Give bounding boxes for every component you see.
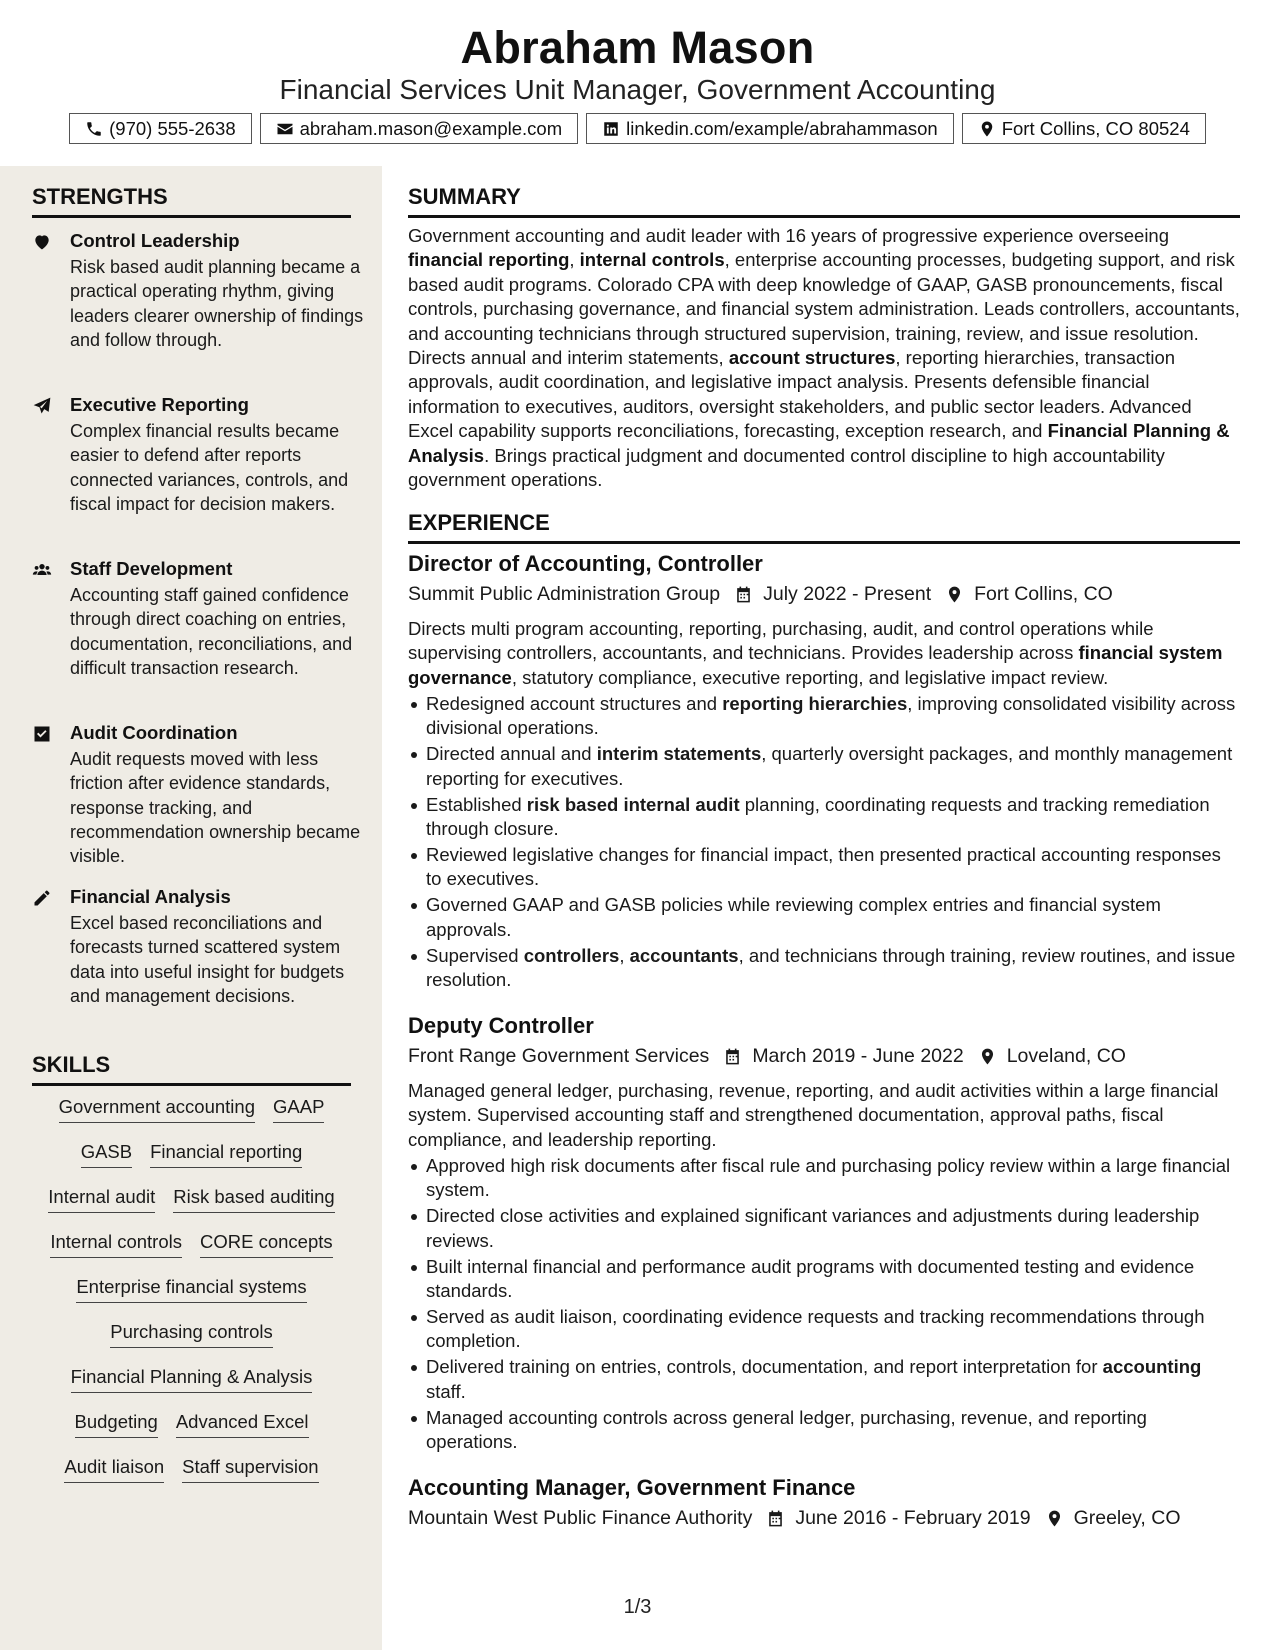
heart-icon <box>32 232 54 254</box>
job-company: Summit Public Administration Group <box>408 583 721 605</box>
job-meta <box>408 1045 1126 1068</box>
summary-heading: SUMMARY <box>408 184 1240 218</box>
skill-tag: CORE concepts <box>200 1231 333 1258</box>
job-title: Director of Accounting, Controller <box>408 551 763 576</box>
page-number: 1/3 <box>623 1596 652 1618</box>
bullet-item <box>408 843 1240 892</box>
strength-description: Risk based audit planning became a practical operating rhythm, giving leaders clearer ownership of findings and follow through. <box>70 257 364 350</box>
text-run: , statutory compliance, executive reporting, and legislative impact review. <box>511 666 1109 688</box>
job-title: Deputy Controller <box>408 1013 594 1038</box>
text-run: . Brings practical judgment and documented control discipline to high accountability government operations. <box>408 444 1165 491</box>
envelope-icon <box>276 120 294 138</box>
email-text: abraham.mason@example.com <box>299 117 563 139</box>
experience-heading: EXPERIENCE <box>408 510 1240 544</box>
bullet-item <box>408 1154 1240 1203</box>
bold-text: financial system governance <box>408 642 1223 688</box>
candidate-name: Abraham Mason <box>460 22 815 73</box>
bold-text: controllers <box>523 944 620 966</box>
text-run: , enterprise accounting processes, budgeting support, and risk based audit programs. Colorado CPA with deep knowledge of GAAP, GASB pronouncements, fiscal controls, purchasing governance, and financial system administration. Leads controllers, accountants, and accounting technicians through structured supervision, training, review, and issue resolution. Directs annual and interim statements, <box>408 249 1240 369</box>
calendar-icon <box>734 585 753 604</box>
calendar-icon <box>723 1047 742 1066</box>
job-description <box>408 1079 1240 1152</box>
strength-title: Staff Development <box>70 558 233 579</box>
text-run: , quarterly oversight packages, and monthly management reporting for executives. <box>426 743 1233 789</box>
job-title: Accounting Manager, Government Finance <box>408 1475 856 1500</box>
phone-text: (970) 555-2638 <box>109 117 236 139</box>
job-company: Front Range Government Services <box>408 1045 710 1067</box>
skill-tag: Staff supervision <box>182 1456 318 1483</box>
contact-linkedin[interactable] <box>586 113 954 144</box>
bold-text: interim statements <box>596 743 762 765</box>
strength-title: Control Leadership <box>70 230 240 251</box>
bold-text: accountants <box>629 944 739 966</box>
skill-tag: Risk based auditing <box>173 1186 334 1213</box>
text-run: Managed general ledger, purchasing, revenue, reporting, and audit activities within a large financial system. Supervised accounting staff and strengthened documentation, approval paths, fiscal compliance, and leadership reporting. <box>408 1080 1219 1150</box>
skill-tag: GASB <box>81 1141 132 1168</box>
text-run: , improving consolidated visibility across divisional operations. <box>426 693 1236 739</box>
text-run: Built internal financial and performance audit programs with documented testing and evidence standards. <box>426 1255 1195 1302</box>
contact-location[interactable] <box>962 113 1206 144</box>
text-run: , reporting hierarchies, transaction approvals, audit coordination, and legislative impact analysis. Presents defensible financial information to executives, auditors, oversight stakeholders, and public sector leaders. Advanced Excel capability supports reconciliations, forecasting, exception research, and <box>408 347 1192 442</box>
skill-tag: Internal audit <box>48 1186 155 1213</box>
text-run: Approved high risk documents after fiscal rule and purchasing policy review within a large financial system. <box>426 1155 1231 1201</box>
text-run: , <box>619 944 630 966</box>
bullet-item <box>408 793 1240 842</box>
text-run: Supervised <box>426 944 524 966</box>
calendar-icon <box>766 1509 785 1528</box>
pencil-icon <box>32 888 54 910</box>
strengths-heading: STRENGTHS <box>32 184 351 218</box>
skill-tag: Government accounting <box>59 1096 255 1123</box>
text-run: Directs multi program accounting, reporting, purchasing, audit, and control operations while supervising controllers, accountants, and technicians. Provides leadership across <box>408 618 1154 664</box>
map-pin-icon <box>945 585 964 604</box>
paper-plane-icon <box>32 396 54 418</box>
bullet-item <box>408 1255 1240 1304</box>
skill-tag: GAAP <box>273 1096 324 1123</box>
skill-tag: Financial reporting <box>150 1141 302 1168</box>
text-run: staff. <box>426 1380 466 1402</box>
text-run: , <box>569 249 580 271</box>
text-run: Directed annual and <box>426 743 597 765</box>
bullet-item <box>408 742 1240 791</box>
candidate-title: Financial Services Unit Manager, Government Accounting <box>279 74 996 105</box>
strengths-section <box>32 184 351 218</box>
text-run: Governed GAAP and GASB policies while reviewing complex entries and financial system approvals. <box>426 894 1161 940</box>
bullet-item <box>408 893 1240 942</box>
job-location: Loveland, CO <box>1006 1045 1126 1067</box>
bullet-item <box>408 1355 1240 1404</box>
strength-description: Audit requests moved with less friction after evidence standards, response tracking, and recommendation ownership became visible. <box>70 749 361 867</box>
location-text: Fort Collins, CO 80524 <box>1001 117 1190 139</box>
job-bullets <box>408 1154 1240 1456</box>
strength-description: Accounting staff gained confidence through direct coaching on entries, documentation, reconciliations, and difficult transaction research. <box>70 585 353 678</box>
bold-text: reporting hierarchies <box>722 693 908 714</box>
job-description <box>408 617 1240 690</box>
job-dates: June 2016 - February 2019 <box>795 1507 1031 1529</box>
job-meta <box>408 583 1113 606</box>
linkedin-text: linkedin.com/example/abrahammason <box>626 117 938 139</box>
skills-heading: SKILLS <box>32 1052 351 1086</box>
job-location: Fort Collins, CO <box>974 583 1113 605</box>
contact-email[interactable] <box>260 113 578 144</box>
text-run: Directed close activities and explained significant variances and adjustments during leadership reviews. <box>426 1205 1200 1251</box>
contact-bar <box>0 113 1275 144</box>
summary-text <box>408 224 1240 492</box>
bold-text: risk based internal audit <box>526 793 740 815</box>
text-run: , and technicians through training, review routines, and issue resolution. <box>426 944 1236 990</box>
strength-title: Executive Reporting <box>70 394 249 415</box>
skill-tag: Budgeting <box>75 1411 158 1438</box>
skills-section <box>32 1052 351 1086</box>
skill-tag: Audit liaison <box>64 1456 164 1483</box>
bold-text: accounting <box>1102 1356 1202 1378</box>
bold-text: internal controls <box>579 249 725 271</box>
skill-tag: Enterprise financial systems <box>76 1276 306 1303</box>
text-run: planning, coordinating requests and tracking remediation through closure. <box>426 793 1210 840</box>
checkbox-icon <box>32 724 54 746</box>
job-dates: March 2019 - June 2022 <box>752 1045 964 1067</box>
map-pin-icon <box>978 120 996 138</box>
bullet-item <box>408 692 1240 741</box>
bullet-item <box>408 1204 1240 1253</box>
skill-tag: Internal controls <box>50 1231 182 1258</box>
phone-icon <box>85 120 103 138</box>
text-run: Redesigned account structures and <box>426 693 723 714</box>
text-run: Reviewed legislative changes for financial impact, then presented practical accounting responses to executives. <box>426 843 1221 890</box>
text-run: Served as audit liaison, coordinating evidence requests and tracking recommendations through completion. <box>426 1305 1205 1352</box>
strength-description: Excel based reconciliations and forecasts turned scattered system data into useful insight for budgets and management decisions. <box>70 913 345 1006</box>
bold-text: Financial Planning & Analysis <box>408 420 1230 466</box>
users-icon <box>32 560 54 582</box>
skill-tag: Purchasing controls <box>110 1321 272 1348</box>
bold-text: account structures <box>728 347 896 369</box>
strength-description: Complex financial results became easier to defend after reports connected variances, controls, and fiscal impact for decision makers. <box>70 421 349 514</box>
bullet-item <box>408 944 1240 993</box>
job-location: Greeley, CO <box>1073 1507 1181 1529</box>
job-dates: July 2022 - Present <box>763 583 932 605</box>
job-meta <box>408 1507 1181 1530</box>
bullet-item <box>408 1406 1240 1455</box>
contact-phone[interactable] <box>69 113 252 144</box>
text-run: Government accounting and audit leader with 16 years of progressive experience overseeing <box>408 225 1170 246</box>
skill-tag: Advanced Excel <box>176 1411 309 1438</box>
job-company: Mountain West Public Finance Authority <box>408 1507 753 1529</box>
bold-text: financial reporting <box>408 249 570 271</box>
linkedin-icon <box>602 120 620 138</box>
strength-title: Financial Analysis <box>70 886 231 907</box>
bullet-item <box>408 1305 1240 1354</box>
map-pin-icon <box>1045 1509 1064 1528</box>
text-run: Managed accounting controls across general ledger, purchasing, revenue, and reporting operations. <box>426 1406 1147 1452</box>
job-bullets <box>408 692 1240 994</box>
text-run: Established <box>426 793 527 815</box>
skill-tag: Financial Planning & Analysis <box>71 1366 313 1393</box>
strength-title: Audit Coordination <box>70 722 238 743</box>
text-run: Delivered training on entries, controls, documentation, and report interpretation for <box>426 1356 1103 1378</box>
map-pin-icon <box>978 1047 997 1066</box>
